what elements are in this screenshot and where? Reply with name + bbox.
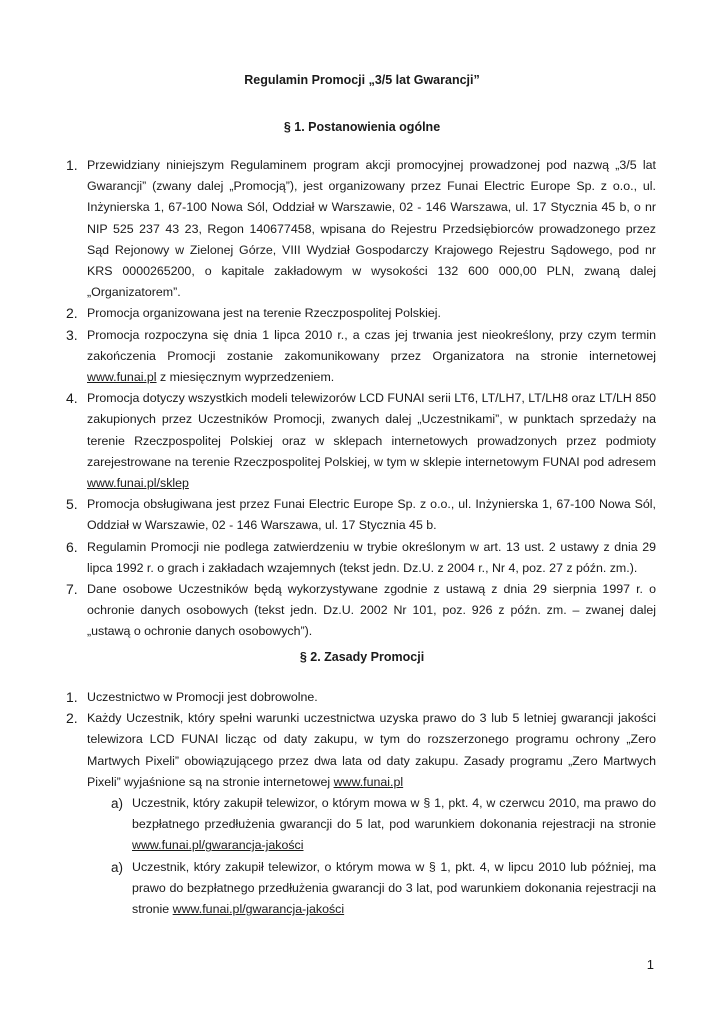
item-text: Promocja obsługiwana jest przez Funai Electric Europe Sp. z o.o., ul. Inżynierska 1, 67-100 Nowa Sól, Oddział w Warszawie, 02 - 146 Warszawa, ul. 17 Stycznia 45 b.	[87, 497, 656, 533]
sub-list-item	[111, 793, 656, 857]
list-item	[66, 579, 656, 643]
list-item	[66, 388, 656, 494]
section-2-heading: § 2. Zasady Promocji	[299, 650, 425, 664]
sub-item-letter: a)	[111, 796, 124, 812]
item-number: 2.	[66, 305, 78, 322]
list-item	[66, 687, 656, 708]
list-item	[66, 303, 656, 324]
item-text: Regulamin Promocji nie podlega zatwierdzeniu w trybie określonym w art. 13 ust. 2 ustawy z dnia 29 lipca 1992 r. o grach i zakładach wzajemnych (tekst jedn. Dz.U. z 2004 r., Nr 4, poz. 27 z późn. zm.).	[87, 539, 656, 575]
item-text: Promocja dotyczy wszystkich modeli telewizorów LCD FUNAI serii LT6, LT/LH7, LT/LH8 oraz LT/LH 850 zakupionych przez Uczestników Promocji, zwanych dalej „Uczestnikami”, w punktach sprzedaży na terenie Rzeczpospolitej Polskiej oraz w sklepach internetowych prowadzonych przez podmioty zarejestrowane na terenie Rzeczpospolitej Polskiej, w tym w sklepie internetowym FUNAI pod adresem	[87, 391, 656, 469]
sub-item-text: Uczestnik, który zakupił telewizor, o którym mowa w § 1, pkt. 4, w czerwcu 2010, ma prawo do bezpłatnego przedłużenia gwarancji do 5 lat, pod warunkiem dokonania rejestracji na stronie	[132, 796, 656, 832]
section-2-list	[66, 687, 656, 920]
sub-list	[87, 793, 656, 920]
item-number: 6.	[66, 538, 78, 555]
item-text: Uczestnictwo w Promocji jest dobrowolne.	[87, 690, 318, 704]
list-item	[66, 494, 656, 536]
item-number: 5.	[66, 496, 78, 513]
item-number: 1.	[66, 157, 78, 173]
section-1-heading: § 1. Postanowienia ogólne	[283, 120, 441, 134]
funai-link[interactable]: www.funai.pl	[87, 370, 157, 385]
warranty-link[interactable]: www.funai.pl/gwarancja-jakości	[132, 838, 304, 853]
section-1-list	[66, 155, 656, 643]
item-text: z miesięcznym wyprzedzeniem.	[156, 370, 335, 385]
funai-shop-link[interactable]: www.funai.pl/sklep	[87, 476, 189, 491]
item-text: Dane osobowe Uczestników będą wykorzystywane zgodnie z ustawą z dnia 29 sierpnia 1997 r. o ochronie danych osobowych (tekst jedn. Dz.U. 2002 Nr 101, poz. 926 z późn. zm. – zwanej dalej „ustawą o ochronie danych osobowych”).	[87, 582, 656, 639]
item-number: 4.	[66, 390, 78, 407]
sub-list-item	[111, 857, 656, 921]
list-item	[66, 155, 656, 303]
item-text: Każdy Uczestnik, który spełni warunki uczestnictwa uzyska prawo do 3 lub 5 letniej gwarancji jakości telewizora LCD FUNAI licząc od daty zakupu, w tym do rozszerzonego programu ochrony „Zero Martwych Pixeli” obowiązującego przez dwa lata od daty zakupu. Zasady programu „Zero Martwych Pixeli” wyjaśnione są na stronie internetowej	[87, 711, 656, 789]
funai-link[interactable]: www.funai.pl	[333, 774, 404, 789]
item-number: 1.	[66, 689, 78, 705]
page-number: 1	[646, 957, 654, 972]
sub-item-text: Uczestnik, który zakupił telewizor, o którym mowa w § 1, pkt. 4, w lipcu 2010 lub później, ma prawo do bezpłatnego przedłużenia gwarancji do 3 lat, pod warunkiem dokonania rejestracji na stronie	[132, 859, 656, 917]
item-number: 2.	[66, 710, 78, 727]
list-item	[66, 325, 656, 389]
document-title: Regulamin Promocji „3/5 lat Gwarancji”	[244, 73, 480, 87]
sub-item-letter: a)	[111, 859, 124, 875]
item-text: Promocja rozpoczyna się dnia 1 lipca 2010 r., a czas jej trwania jest nieokreślony, przy czym termin zakończenia Promocji zostanie zakomunikowany przez Organizatora na stronie internetowej	[87, 327, 656, 363]
item-number: 3.	[66, 326, 78, 343]
item-number: 7.	[66, 581, 78, 598]
warranty-link[interactable]: www.funai.pl/gwarancja-jakości	[172, 902, 345, 917]
item-text: Promocja organizowana jest na terenie Rzeczpospolitej Polskiej.	[87, 306, 442, 321]
item-text: Przewidziany niniejszym Regulaminem program akcji promocyjnej prowadzonej pod nazwą „3/5 lat Gwarancji” (zwany dalej „Promocją”), jest organizowany przez Funai Electric Europe Sp. z o.o., ul. Inżynierska 1, 67-100 Nowa Sól, Oddział w Warszawie, 02 - 146 Warszawa, ul. 17 Stycznia 45 b, o nr NIP 525 237 43 23, Regon 140677458, wpisana do Rejestru Przedsiębiorców prowadzonego przez Sąd Rejonowy w Zielonej Górze, VIII Wydział Gospodarczy Krajowego Rejestru Sądowego, pod nr KRS 0000265200, o kapitale zakładowym w wysokości 132 600 000,00 PLN, zwaną dalej „Organizatorem”.	[87, 158, 656, 300]
list-item	[66, 708, 656, 920]
list-item	[66, 537, 656, 579]
